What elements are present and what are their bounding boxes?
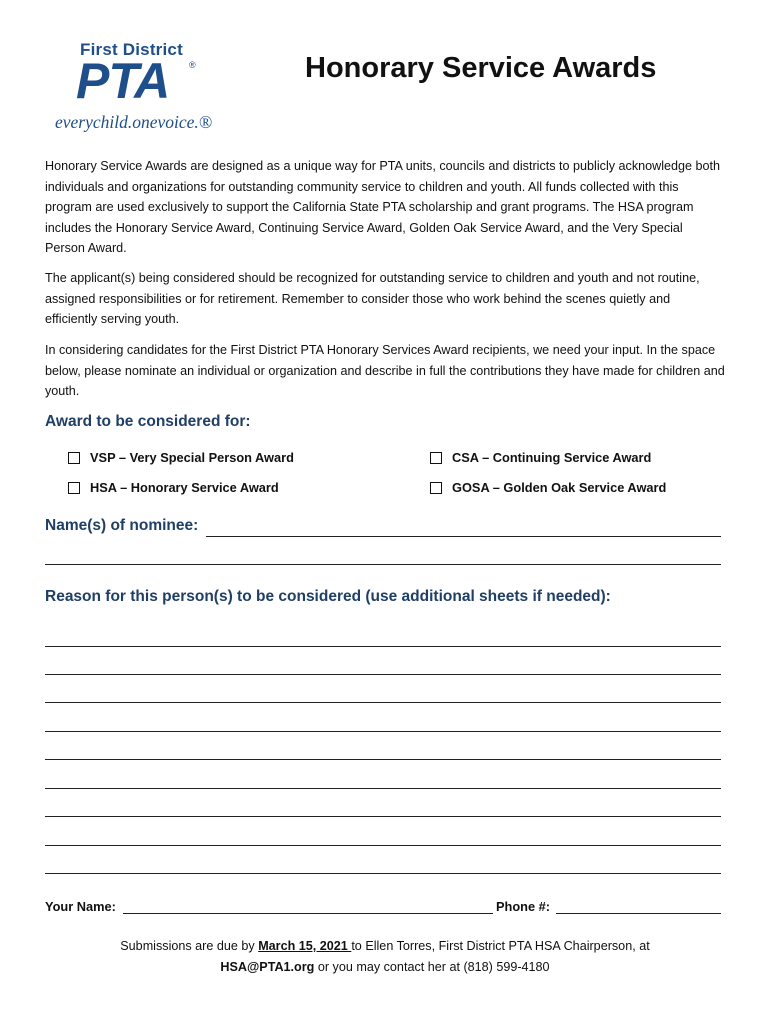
phone-input-line[interactable]: [556, 913, 721, 914]
award-heading: Award to be considered for:: [45, 413, 251, 430]
logo-mark: PTA: [76, 53, 170, 109]
reason-line[interactable]: [45, 816, 721, 817]
reason-heading: Reason for this person(s) to be considered (use additional sheets if needed):: [45, 588, 611, 605]
contact-email[interactable]: HSA@PTA1.org: [220, 960, 315, 974]
logo-registered: ®: [189, 60, 196, 70]
award-option-hsa[interactable]: [68, 480, 279, 495]
reason-line[interactable]: [45, 731, 721, 732]
reason-line[interactable]: [45, 646, 721, 647]
reason-line[interactable]: [45, 845, 721, 846]
checkbox[interactable]: [430, 482, 442, 494]
award-option-vsp[interactable]: [68, 450, 294, 465]
award-option-label: CSA – Continuing Service Award: [452, 450, 652, 465]
checkbox[interactable]: [430, 452, 442, 464]
footer-line-1: [0, 936, 770, 957]
logo-org-name: First District: [80, 40, 183, 59]
reason-line[interactable]: [45, 759, 721, 760]
reason-line[interactable]: [45, 873, 721, 874]
your-name-label: Your Name:: [45, 899, 116, 914]
phone-label: Phone #:: [496, 899, 551, 914]
reason-line[interactable]: [45, 674, 721, 675]
input-paragraph: In considering candidates for the First District PTA Honorary Services Award recipients, we need your input. In the space below, please nominate an individual or organization and describe in full the contributions they have made for children and youth.: [45, 343, 725, 398]
intro-paragraph: Honorary Service Awards are designed as a unique way for PTA units, councils and districts to publicly acknowledge both individuals and organizations for outstanding community service to children and youth. All funds collected with this program are used exclusively to support the California State PTA scholarship and grant programs. The HSA program includes the Honorary Service Award, Continuing Service Award, Golden Oak Service Award, and the Very Special Person Award.: [45, 159, 721, 255]
logo-tagline: everychild.onevoice.®: [55, 112, 213, 132]
reason-line[interactable]: [45, 702, 721, 703]
your-name-input-line[interactable]: [123, 913, 493, 914]
award-option-label: HSA – Honorary Service Award: [90, 480, 279, 495]
page-title: Honorary Service Awards: [305, 52, 657, 84]
due-date: March 15, 2021: [258, 939, 352, 953]
checkbox[interactable]: [68, 482, 80, 494]
nominee-label: Name(s) of nominee:: [45, 517, 199, 534]
nominee-input-line[interactable]: [206, 536, 721, 537]
award-option-csa[interactable]: [430, 450, 651, 465]
footer-text: Submissions are due by: [120, 939, 259, 953]
criteria-paragraph: The applicant(s) being considered should be recognized for outstanding service to children and youth and not routine, assigned responsibilities or for retirement. Remember to consider those who work behind the scenes quietly and efficiently serving youth.: [45, 271, 700, 326]
award-option-gosa[interactable]: [430, 480, 666, 495]
footer-line-2: [0, 957, 770, 978]
pta-logo: [52, 38, 242, 138]
checkbox[interactable]: [68, 452, 80, 464]
footer-text: to Ellen Torres, First District PTA HSA Chairperson, at: [351, 939, 650, 953]
nominee-input-line-2[interactable]: [45, 564, 721, 565]
award-option-label: GOSA – Golden Oak Service Award: [452, 480, 667, 495]
award-option-label: VSP – Very Special Person Award: [90, 450, 294, 465]
footer-text: or you may contact her at (818) 599-4180: [314, 960, 550, 974]
reason-line[interactable]: [45, 788, 721, 789]
